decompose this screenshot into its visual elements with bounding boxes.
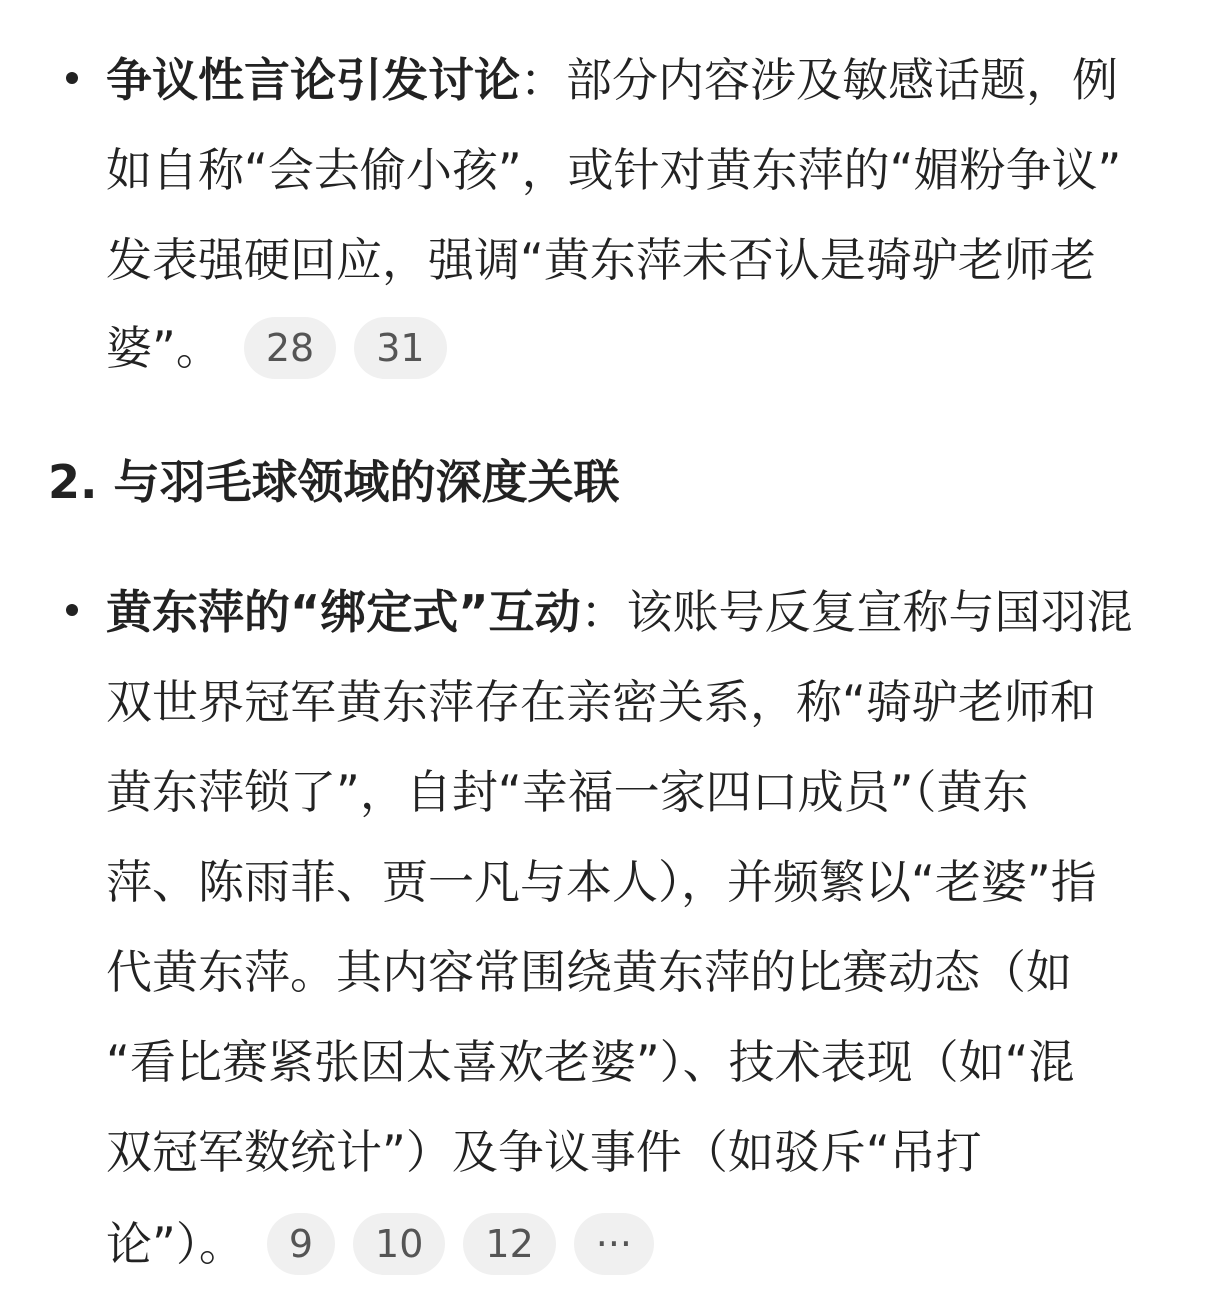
text-line: 双冠军数统计”）及争议事件（如驳斥“吊打 xyxy=(106,1125,982,1179)
citation-badge[interactable]: 9 xyxy=(267,1213,335,1275)
text-line: 如自称“会去偷小孩”，或针对黄东萍的“媚粉争议” xyxy=(106,143,1122,197)
bullet-dot xyxy=(66,72,78,84)
citation-badge[interactable]: 10 xyxy=(353,1213,445,1275)
text-line: 萍、陈雨菲、贾一凡与本人），并频繁以“老婆”指 xyxy=(106,855,1097,909)
text-line-with-citations xyxy=(106,318,447,378)
citation-badge[interactable]: 31 xyxy=(354,317,446,379)
text-line xyxy=(106,582,1132,642)
text-line: 双世界冠军黄东萍存在亲密关系，称“骑驴老师和 xyxy=(106,675,1096,729)
bullet-text: 论”）。 xyxy=(106,1217,245,1271)
text-line-with-citations xyxy=(106,1214,654,1274)
text-line: 发表强硬回应，强调“黄东萍未否认是骑驴老师老 xyxy=(106,233,1096,287)
text-line: “看比赛紧张因太喜欢老婆”）、技术表现（如“混 xyxy=(106,1035,1075,1089)
citation-badge[interactable]: 28 xyxy=(244,317,336,379)
citation-badge[interactable]: 12 xyxy=(463,1213,555,1275)
heading-number: 2. xyxy=(48,455,98,509)
bullet-text: 婆”。 xyxy=(106,321,222,375)
bullet-title: 争议性言论引发讨论 xyxy=(106,53,520,107)
heading-title: 与羽毛球领域的深度关联 xyxy=(113,455,620,509)
text-line: 代黄东萍。其内容常围绕黄东萍的比赛动态（如 xyxy=(106,945,1072,999)
section-heading xyxy=(48,452,620,512)
text-line xyxy=(106,50,1118,110)
bullet-dot xyxy=(66,604,78,616)
text-line: 黄东萍锁了”，自封“幸福一家四口成员”（黄东 xyxy=(106,765,1029,819)
bullet-text: ：部分内容涉及敏感话题，例 xyxy=(520,53,1118,107)
more-citations-button[interactable]: ··· xyxy=(574,1213,654,1275)
bullet-title: 黄东萍的“绑定式”互动 xyxy=(106,585,581,639)
bullet-text: ：该账号反复宣称与国羽混 xyxy=(580,585,1133,639)
